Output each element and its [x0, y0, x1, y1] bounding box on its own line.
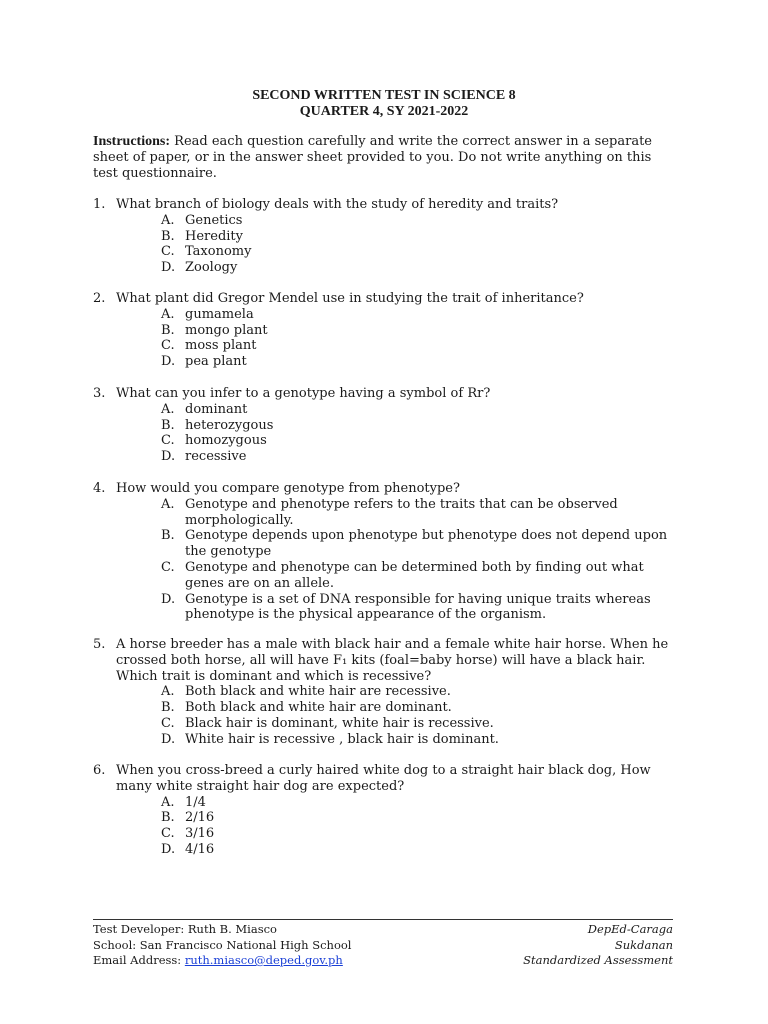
- question-6: [93, 763, 683, 858]
- choice-text: Black hair is dominant, white hair is recessive.: [185, 715, 494, 731]
- test-developer: Test Developer: Ruth B. Miasco: [93, 922, 277, 936]
- choice-d: [93, 354, 683, 370]
- choice-text: pea plant: [185, 354, 247, 370]
- choice-text: gumamela: [185, 306, 254, 322]
- email-line: [93, 953, 351, 969]
- choice-text: Zoology: [185, 260, 238, 276]
- question-2: [93, 291, 683, 370]
- question-text: What can you infer to a genotype having a symbol of Rr?: [116, 386, 491, 401]
- question-1: [93, 197, 683, 276]
- question-number: 6.: [93, 763, 106, 778]
- choice-letter: D.: [161, 841, 176, 857]
- instructions-label: Instructions:: [93, 134, 171, 149]
- choice-list: [93, 213, 683, 276]
- choice-list: [93, 684, 683, 747]
- choice-letter: B.: [161, 228, 175, 244]
- question-number: 2.: [93, 291, 106, 306]
- choice-a: [93, 402, 683, 418]
- email-label: Email Address:: [93, 953, 185, 967]
- choice-c: [93, 338, 683, 354]
- question-text: A horse breeder has a male with black hair and a female white hair horse. When he crossed both horse, all will have F₁ kits (foal=baby horse) will have a black hair. Which trait is dominant and which is recessive?: [116, 637, 669, 684]
- choice-letter: C.: [161, 559, 175, 575]
- email-link[interactable]: ruth.miasco@deped.gov.ph: [184, 953, 343, 967]
- choice-a: [93, 684, 683, 700]
- choice-text: 4/16: [185, 841, 215, 857]
- assessment-type: Standardized Assessment: [523, 953, 673, 967]
- deped-region: DepEd-Caraga: [587, 922, 673, 936]
- choice-letter: C.: [161, 826, 175, 842]
- choice-letter: D.: [161, 731, 176, 747]
- choice-d: [93, 732, 683, 748]
- choice-text: dominant: [185, 401, 248, 417]
- assessment-name: Sukdanan: [614, 937, 673, 952]
- choice-letter: B.: [161, 700, 175, 716]
- question-number: 5.: [93, 637, 106, 652]
- choice-a: [93, 213, 683, 229]
- choice-text: Genetics: [185, 212, 243, 228]
- test-subtitle: QUARTER 4, SY 2021-2022: [299, 104, 469, 119]
- school-name: School: San Francisco National High School: [93, 937, 352, 952]
- choice-text: mongo plant: [185, 322, 268, 338]
- choice-c: [93, 560, 683, 592]
- choice-letter: B.: [161, 322, 175, 338]
- choice-d: [93, 842, 683, 858]
- choice-d: [93, 260, 683, 276]
- choice-letter: C.: [161, 715, 175, 731]
- choice-text: 2/16: [185, 810, 215, 826]
- choice-b: [93, 418, 683, 434]
- choice-letter: A.: [161, 496, 175, 512]
- question-4: [93, 481, 683, 623]
- instructions: [93, 134, 653, 182]
- choice-b: [93, 323, 683, 339]
- choice-list: [93, 402, 683, 465]
- question-text: How would you compare genotype from phenotype?: [116, 481, 460, 496]
- test-title: SECOND WRITTEN TEST IN SCIENCE 8: [252, 88, 516, 103]
- choice-a: [93, 307, 683, 323]
- question-text: What branch of biology deals with the study of heredity and traits?: [116, 197, 559, 212]
- question-number: 3.: [93, 386, 106, 401]
- choice-letter: D.: [161, 354, 176, 370]
- choice-text: heterozygous: [185, 417, 274, 433]
- question-text: When you cross-breed a curly haired white dog to a straight hair black dog, How many white straight hair dog are expected?: [116, 763, 651, 794]
- choice-letter: A.: [161, 401, 175, 417]
- question-5: [93, 637, 683, 748]
- choice-text: Genotype depends upon phenotype but phenotype does not depend upon the genotype: [185, 528, 668, 560]
- footer-developer-info: [93, 922, 351, 969]
- choice-d: [93, 449, 683, 465]
- choice-letter: B.: [161, 417, 175, 433]
- choice-d: [93, 592, 683, 624]
- choice-b: [93, 528, 683, 560]
- choice-c: [93, 826, 683, 842]
- choice-text: homozygous: [185, 433, 267, 449]
- choice-letter: B.: [161, 528, 175, 544]
- choice-list: [93, 307, 683, 370]
- choice-letter: A.: [161, 794, 175, 810]
- question-number: 4.: [93, 481, 106, 496]
- choice-text: White hair is recessive , black hair is dominant.: [185, 731, 499, 747]
- choice-letter: A.: [161, 306, 175, 322]
- question-text: What plant did Gregor Mendel use in studying the trait of inheritance?: [116, 291, 584, 306]
- choice-text: Genotype and phenotype refers to the traits that can be observed morphologically.: [185, 496, 618, 528]
- question-3: [93, 386, 683, 465]
- choice-b: [93, 810, 683, 826]
- choice-text: Both black and white hair are recessive.: [185, 684, 451, 700]
- choice-letter: C.: [161, 433, 175, 449]
- footer-branding: [523, 922, 673, 969]
- choice-a: [93, 497, 683, 529]
- choice-c: [93, 244, 683, 260]
- instructions-text: Read each question carefully and write the correct answer in a separate sheet of paper, or in the answer sheet provided to you. Do not write anything on this test questionnaire.: [93, 134, 653, 181]
- question-number: 1.: [93, 197, 106, 212]
- choice-letter: A.: [161, 212, 175, 228]
- choice-b: [93, 229, 683, 245]
- choice-c: [93, 716, 683, 732]
- choice-letter: C.: [161, 338, 175, 354]
- choice-letter: B.: [161, 810, 175, 826]
- choice-text: moss plant: [185, 338, 257, 354]
- choice-text: Both black and white hair are dominant.: [185, 700, 452, 716]
- choice-letter: D.: [161, 260, 176, 276]
- choice-a: [93, 795, 683, 811]
- choice-letter: D.: [161, 591, 176, 607]
- choice-text: Genotype and phenotype can be determined both by finding out what genes are on an allele.: [185, 559, 644, 591]
- choice-text: Genotype is a set of DNA responsible for having unique traits whereas phenotype is the physical appearance of the organism.: [185, 591, 651, 623]
- choice-list: [93, 795, 683, 858]
- choice-c: [93, 433, 683, 449]
- choice-text: 1/4: [185, 794, 206, 810]
- choice-text: recessive: [185, 449, 247, 465]
- choice-letter: D.: [161, 449, 176, 465]
- choice-text: Heredity: [185, 228, 243, 244]
- footer-divider: [93, 919, 673, 920]
- choice-list: [93, 497, 683, 623]
- choice-letter: A.: [161, 684, 175, 700]
- choice-text: 3/16: [185, 826, 215, 842]
- choice-text: Taxonomy: [185, 244, 252, 260]
- choice-b: [93, 700, 683, 716]
- choice-letter: C.: [161, 244, 175, 260]
